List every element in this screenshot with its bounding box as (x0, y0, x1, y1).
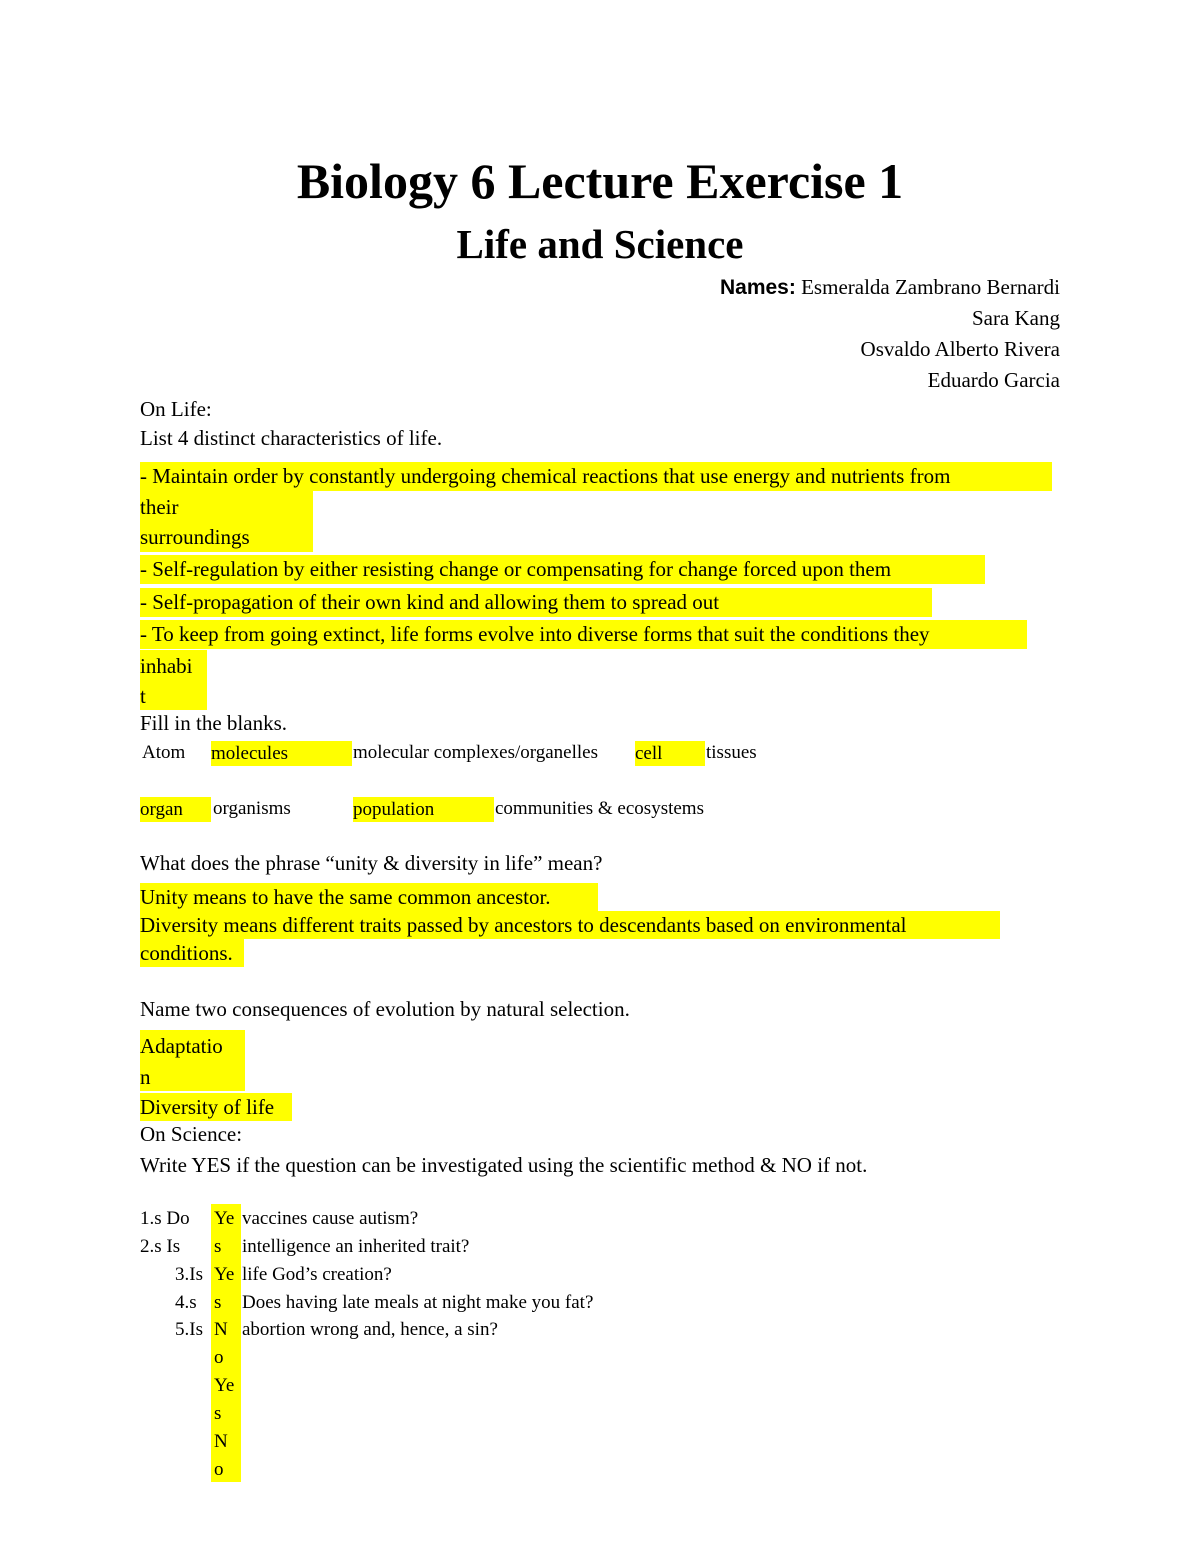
names-label: Names: (719, 276, 796, 299)
question-text-5: abortion wrong and, hence, a sin? (242, 1319, 498, 1340)
science-instructions: Write YES if the question can be investigated using the scientific method & NO if not. (140, 1153, 868, 1177)
blank-population: population (353, 797, 494, 822)
answer-characteristic-4-cont: inhabi (140, 650, 207, 683)
answer-characteristic-1-cont2: surroundings (140, 523, 313, 552)
answer-diversity-of-life: Diversity of life (140, 1093, 292, 1121)
document-subtitle: Life and Science (456, 221, 744, 267)
answer-adaptation-cont: n (140, 1063, 245, 1091)
question-number-2: 2.s Is (140, 1236, 181, 1257)
answer-fragment: N (214, 1431, 228, 1452)
blank-organisms: organisms (213, 798, 291, 819)
answer-fragment: Ye (214, 1375, 235, 1396)
answer-characteristic-3: - Self-propagation of their own kind and allowing them to spread out (140, 588, 932, 617)
answer-adaptation: Adaptatio (140, 1030, 245, 1063)
name-1: Esmeralda Zambrano Bernardi (801, 275, 1060, 299)
section-heading-life: On Life: (140, 397, 212, 421)
question-number-5: 5.Is (175, 1319, 203, 1340)
question-text-2: intelligence an inherited trait? (242, 1236, 470, 1257)
answer-characteristic-1: - Maintain order by constantly undergoing chemical reactions that use energy and nutrients from (140, 462, 1052, 491)
answer-fragment: s (214, 1403, 222, 1424)
question-number-4: 4.s (175, 1292, 197, 1313)
blank-complexes: molecular complexes/organelles (353, 742, 598, 763)
question-characteristics: List 4 distinct characteristics of life. (140, 426, 443, 450)
question-number-3: 3.Is (175, 1264, 203, 1285)
question-text-1: vaccines cause autism? (242, 1208, 419, 1229)
question-fill-blanks: Fill in the blanks. (140, 711, 287, 735)
blank-organ: organ (140, 797, 211, 822)
answer-characteristic-1-cont: their (140, 491, 313, 523)
name-2: Sara Kang (971, 306, 1060, 330)
answer-fragment: s (214, 1292, 222, 1313)
answer-unity: Unity means to have the same common ancestor. (140, 883, 598, 911)
question-text-4: Does having late meals at night make you fat? (242, 1292, 594, 1313)
blank-tissues: tissues (706, 742, 757, 763)
name-3: Osvaldo Alberto Rivera (860, 337, 1060, 361)
document-title: Biology 6 Lecture Exercise 1 (296, 153, 904, 209)
question-evolution: Name two consequences of evolution by natural selection. (140, 997, 630, 1021)
answer-fragment: s (214, 1236, 222, 1257)
section-heading-science: On Science: (140, 1122, 243, 1146)
blank-atom: Atom (142, 742, 186, 763)
name-4: Eduardo Garcia (927, 368, 1060, 392)
blank-cell: cell (635, 741, 705, 766)
blank-molecules: molecules (211, 741, 352, 766)
question-unity-diversity: What does the phrase “unity & diversity in life” mean? (140, 851, 603, 875)
answer-diversity: Diversity means different traits passed by ancestors to descendants based on environmental (140, 911, 1000, 939)
names-block (720, 272, 1060, 396)
answer-characteristic-2: - Self-regulation by either resisting change or compensating for change forced upon them (140, 555, 985, 584)
answer-fragment: N (214, 1319, 228, 1340)
question-text-3: life God’s creation? (242, 1264, 392, 1285)
answer-characteristic-4: - To keep from going extinct, life forms evolve into diverse forms that suit the conditions they (140, 620, 1027, 649)
answer-fragment: o (214, 1347, 224, 1368)
blank-communities: communities & ecosystems (495, 798, 704, 819)
answer-diversity-cont: conditions. (140, 939, 244, 967)
answer-fragment: o (214, 1459, 224, 1480)
answer-characteristic-4-cont2: t (140, 683, 207, 710)
question-number-1: 1.s Do (140, 1208, 190, 1229)
answer-fragment: Ye (214, 1264, 235, 1285)
answer-fragment: Ye (214, 1208, 235, 1229)
